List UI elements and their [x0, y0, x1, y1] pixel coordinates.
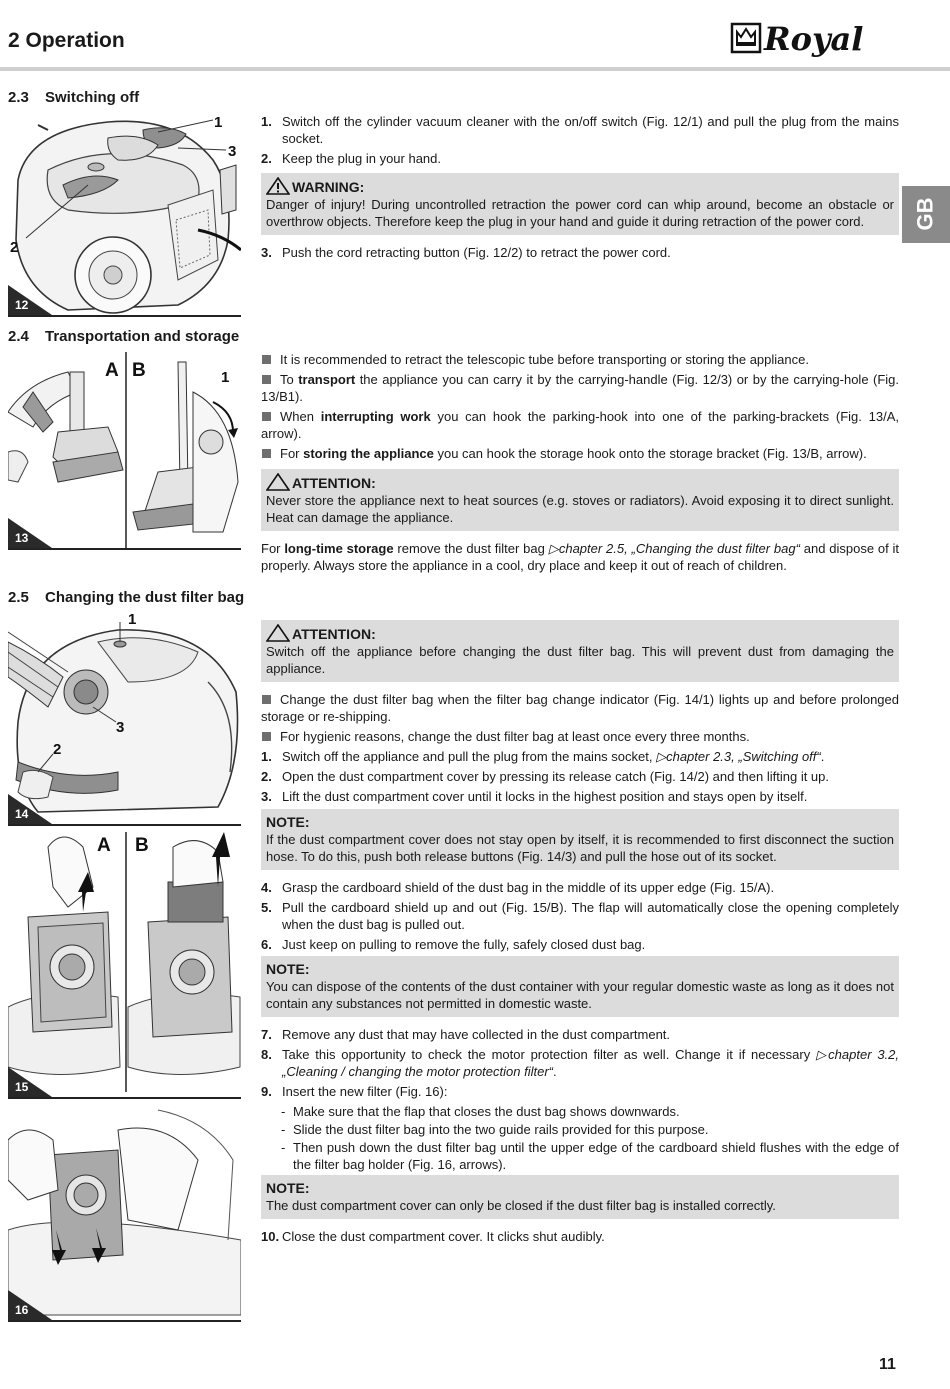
callout-label: 2	[10, 239, 19, 256]
svg-text:Royal: Royal	[764, 20, 864, 58]
brand-logo	[730, 18, 905, 60]
section-title: Changing the dust filter bag	[45, 589, 245, 606]
bullet-item: When interrupting work you can hook the parking-hook into one of the parking-brackets (Fig. 13/A, arrow).	[261, 409, 899, 441]
step: 8. Take this opportunity to check the motor protection filter as well. Change it if necessary ▷chapter 3.2, „Cleaning / changing the motor protection filter“.	[261, 1047, 900, 1079]
language-tab	[902, 186, 950, 243]
chapter-reference: ▷chapter 2.3, „Switching off“	[656, 749, 821, 764]
step: 5. Pull the cardboard shield up and out (Fig. 15/B). The flap will automatically close the opening completely when the dust bag is pulled out.	[261, 900, 899, 932]
step: 10. Close the dust compartment cover. It clicks shut audibly.	[261, 1229, 605, 1244]
bag-removal-illustration	[8, 827, 241, 1097]
step: 4. Grasp the cardboard shield of the dust bag in the middle of its upper edge (Fig. 15/A).	[261, 880, 775, 895]
note-title: NOTE:	[266, 961, 310, 977]
bullet-item: For hygienic reasons, change the dust filter bag at least once every three months.	[261, 728, 899, 745]
figure-number: 16	[15, 1303, 29, 1317]
bullet-item: To transport the appliance you can carry it by the carrying-handle (Fig. 12/3) or by the carrying-hole (Fig. 13/B1).	[261, 372, 899, 404]
warning-title: WARNING:	[266, 177, 894, 196]
attention-box	[261, 620, 899, 682]
figure-15	[8, 827, 241, 1099]
changing-bag-content	[261, 620, 899, 1248]
callout-label: 3	[116, 719, 125, 736]
step: 3. Push the cord retracting button (Fig. 12/2) to retract the power cord.	[261, 245, 671, 260]
bullet-item: For storing the appliance you can hook the storage hook onto the storage bracket (Fig. 13/B, arrow).	[261, 445, 899, 462]
warning-text: Danger of injury! During uncontrolled retraction the power cord can whip around, become an obstacle or overthrow objects. Therefore keep the plug in your hand and guide it during retraction of the power cord.	[266, 197, 894, 229]
attention-text: Never store the appliance next to heat sources (e.g. stoves or radiators). Avoid exposing it to direct sunlight. Heat can damage the appliance.	[266, 493, 894, 525]
note-text: You can dispose of the contents of the dust container with your regular domestic waste as long as it does not contain any substances not permitted in domestic waste.	[266, 979, 894, 1011]
note-title: NOTE:	[266, 814, 310, 830]
long-term-storage-text: For long-time storage remove the dust filter bag ▷chapter 2.5, „Changing the dust filter bag“ and dispose of it properly. Always store the appliance in a cool, dry place and keep it out of reach of children.	[261, 541, 899, 573]
figure-16	[8, 1100, 241, 1322]
chapter-reference: ▷chapter 2.5, „Changing the dust filter bag“	[548, 541, 800, 556]
bullet-item: It is recommended to retract the telescopic tube before transporting or storing the appliance.	[261, 351, 899, 368]
section-title: Transportation and storage	[45, 328, 240, 345]
section-heading-switching-off	[8, 89, 139, 107]
step: 3. Lift the dust compartment cover until it locks in the highest position and stays open by itself.	[261, 789, 808, 804]
figure-12	[8, 110, 241, 317]
callout-label: 1	[214, 114, 223, 131]
switching-off-content	[261, 113, 899, 264]
figure-number: 14	[15, 807, 29, 821]
section-title: Switching off	[45, 89, 140, 106]
sub-step: - Make sure that the flap that closes the dust bag shows downwards.	[281, 1104, 680, 1119]
page-number: 11	[879, 1356, 896, 1373]
caution-icon	[266, 473, 290, 491]
callout-label: 2	[53, 741, 62, 758]
callout-label: 1	[221, 369, 230, 386]
step: 2. Keep the plug in your hand.	[261, 151, 442, 166]
note-title: NOTE:	[266, 1180, 310, 1196]
chapter-reference: ▷chapter 3.2, „Cleaning / changing the motor protection filter“	[282, 1047, 900, 1079]
bullet-item: Change the dust filter bag when the filter bag change indicator (Fig. 14/1) lights up and before prolonged storage or re-shipping.	[261, 692, 899, 724]
step: 7. Remove any dust that may have collected in the dust compartment.	[261, 1027, 671, 1042]
transport-content	[261, 351, 899, 574]
figure-number: 12	[15, 298, 29, 312]
figure-label: A	[105, 360, 119, 381]
header-divider	[0, 67, 950, 71]
callout-label: 3	[228, 143, 237, 160]
section-heading-transport	[8, 328, 239, 346]
callout-label: 1	[128, 611, 137, 628]
figure-label: A	[97, 835, 111, 856]
language-tab-label: GB	[912, 197, 938, 231]
sub-step: - Then push down the dust filter bag until the upper edge of the cardboard shield flushes with the edge of the filter bag holder (Fig. 16, arrows).	[281, 1140, 899, 1172]
figure-label: B	[135, 835, 149, 856]
note-text: The dust compartment cover can only be closed if the dust filter bag is installed correctly.	[266, 1198, 776, 1213]
warning-icon	[266, 177, 290, 195]
figure-number: 15	[15, 1080, 29, 1094]
step: 9. Insert the new filter (Fig. 16):	[261, 1084, 448, 1099]
attention-text: Switch off the appliance before changing the dust filter bag. This will prevent dust from damaging the appliance.	[266, 644, 894, 676]
attention-box	[261, 469, 899, 531]
step: 1. Switch off the appliance and pull the plug from the mains socket, ▷chapter 2.3, „Switching off“.	[261, 749, 825, 764]
page-title: 2 Operation	[8, 29, 125, 52]
section-heading-changing-bag	[8, 589, 244, 607]
sub-step: - Slide the dust filter bag into the two guide rails provided for this purpose.	[281, 1122, 709, 1137]
figure-number: 13	[15, 531, 29, 545]
figure-13	[8, 352, 241, 550]
section-number: 2.5	[8, 589, 29, 606]
figure-14	[8, 612, 241, 826]
note-box	[261, 956, 899, 1017]
section-number: 2.3	[8, 89, 29, 106]
note-text: If the dust compartment cover does not stay open by itself, it is recommended to first disconnect the suction hose. To do this, push both release buttons (Fig. 14/3) and pull the hose out of its socket.	[266, 832, 894, 864]
step: 2. Open the dust compartment cover by pressing its release catch (Fig. 14/2) and then lifting it up.	[261, 769, 830, 784]
step: 1. Switch off the cylinder vacuum cleaner with the on/off switch (Fig. 12/1) and pull the plug from the mains socket.	[261, 114, 899, 146]
note-box	[261, 1175, 899, 1219]
attention-title: ATTENTION:	[266, 473, 894, 492]
section-number: 2.4	[8, 328, 29, 345]
step: 6. Just keep on pulling to remove the fully, safely closed dust bag.	[261, 937, 646, 952]
figure-label: B	[132, 360, 146, 381]
attention-title: ATTENTION:	[266, 624, 894, 643]
bag-insertion-illustration	[8, 1100, 241, 1320]
caution-icon	[266, 624, 290, 642]
vacuum-top-view-illustration	[8, 612, 241, 824]
warning-box	[261, 173, 899, 235]
note-box	[261, 809, 899, 870]
